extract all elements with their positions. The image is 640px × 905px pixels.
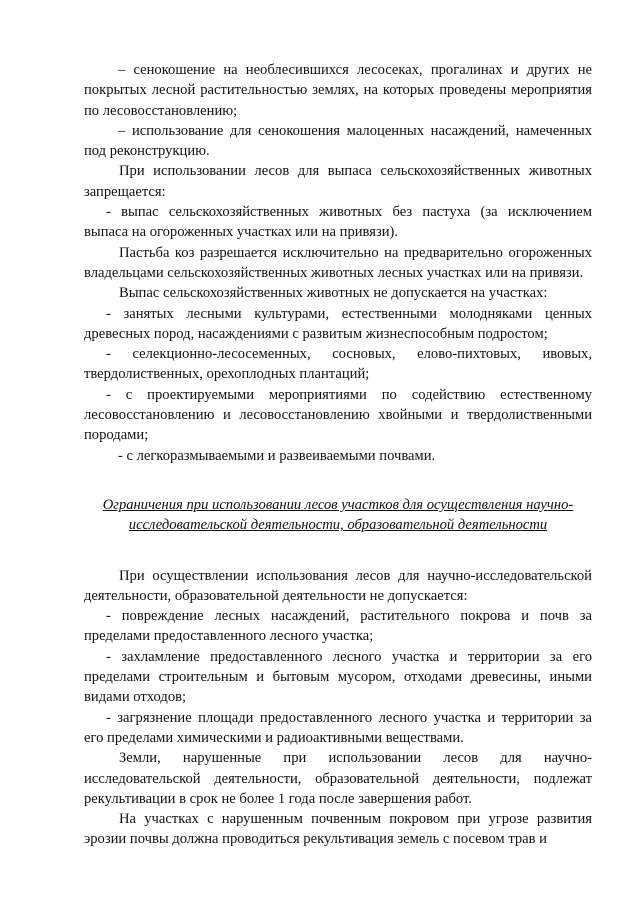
paragraph-plantations: - селекционно-лесосеменных, сосновых, елово-пихтовых, ивовых, твердолиственных, орехоплодных плантаций; xyxy=(84,346,592,383)
paragraph-pollution: - загрязнение площади предоставленного лесного участка и территории за его пределами химическими и радиоактивными веществами. xyxy=(84,709,592,746)
paragraph-recultivation-term: Земли, нарушенные при использовании лесов для научно-исследовательской деятельности, образовательной деятельности, подлежат рекультивации в срок не более 1 года после завершения работ. xyxy=(84,750,592,807)
section-heading: Ограничения при использовании лесов участков для осуществления научно-исследовательской деятельности, образовательной деятельности xyxy=(102,496,574,534)
paragraph-grazing-prohibited: При использовании лесов для выпаса сельскохозяйственных животных запрещается: xyxy=(84,163,592,200)
paragraph-damage: - повреждение лесных насаждений, растительного покрова и почв за пределами предоставленного лесного участка; xyxy=(84,608,592,645)
paragraph-goat-grazing: Пастьба коз разрешается исключительно на предварительно огороженных владельцами сельскохозяйственных животных лесных участках или на привязи. xyxy=(84,244,592,281)
paragraph-forest-cultures: - занятых лесными культурами, естественными молодняками ценных древесных пород, насаждениями с развитым жизнеспособным подростом; xyxy=(84,305,592,342)
paragraph-erodible-soils: - с легкоразмываемыми и развеиваемыми почвами. xyxy=(118,447,436,464)
paragraph-research-not-allowed: При осуществлении использования лесов для научно-исследовательской деятельности, образовательной деятельности не допускается: xyxy=(84,567,592,604)
paragraph-reforestation: - с проектируемыми мероприятиями по содействию естественному лесовосстановлению и лесовосстановлению хвойными и твердолиственными породами; xyxy=(84,386,592,444)
paragraph-haymaking-clearings: – сенокошение на необлесившихся лесосеках, прогалинах и других не покрытых лесной растительностью землях, на которых проведены мероприятия по лесовосстановлению; xyxy=(84,62,592,119)
paragraph-grazing-without-herder: - выпас сельскохозяйственных животных без пастуха (за исключением выпаса на огороженных участках или на привязи). xyxy=(84,204,592,241)
paragraph-haymaking-low-value: – использование для сенокошения малоценных насаждений, намеченных под реконструкцию. xyxy=(84,122,592,160)
paragraph-erosion-recultivation: На участках с нарушенным почвенным покровом при угрозе развития эрозии почвы должна проводиться рекультивация земель с посевом трав и xyxy=(84,811,592,848)
document-page xyxy=(84,60,592,850)
paragraph-littering: - захламление предоставленного лесного участка и территории за его пределами строительным и бытовым мусором, отходами древесины, иными видами отходов; xyxy=(84,648,592,706)
paragraph-grazing-not-allowed: Выпас сельскохозяйственных животных не допускается на участках: xyxy=(119,285,548,302)
